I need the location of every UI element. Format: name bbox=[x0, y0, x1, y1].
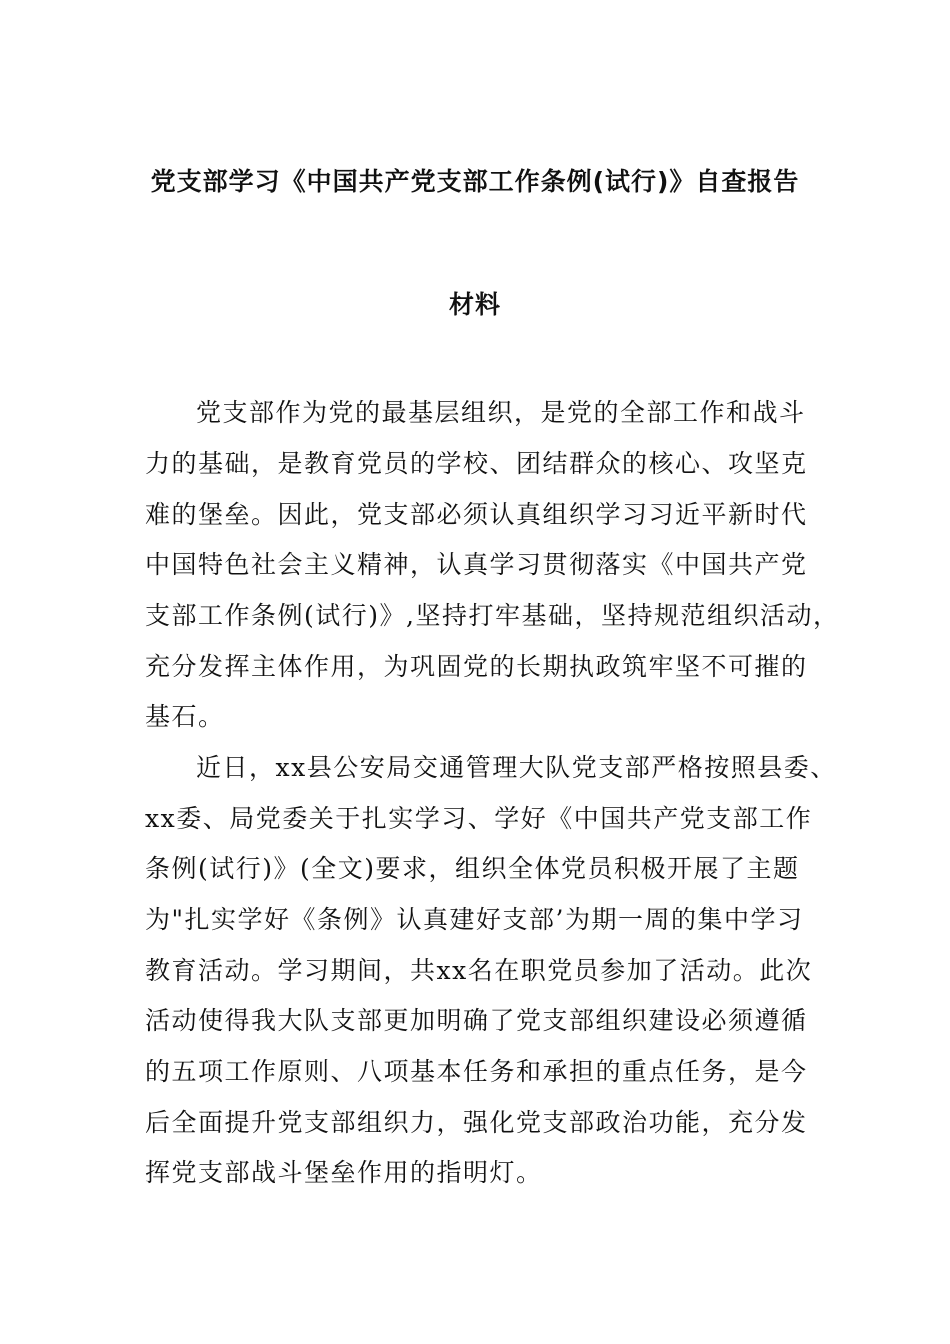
text-line: xx委、局党委关于扎实学习、学好《中国共产党支部工作 bbox=[145, 804, 813, 833]
text-line: 活动使得我大队支部更加明确了党支部组织建设必须遵循 bbox=[145, 1006, 808, 1035]
text-line: 后全面提升党支部组织力，强化党支部政治功能，充分发 bbox=[145, 1108, 808, 1137]
text-line: 的五项工作原则、八项基本任务和承担的重点任务，是今 bbox=[145, 1057, 808, 1086]
text-line: 教育活动。学习期间，共xx名在职党员参加了活动。此次 bbox=[145, 956, 813, 985]
text-line: 支部工作条例(试行)》,坚持打牢基础，坚持规范组织活动， bbox=[145, 601, 840, 630]
text-line: 挥党支部战斗堡垒作用的指明灯。 bbox=[145, 1158, 543, 1187]
text-line: 中国特色社会主义精神，认真学习贯彻落实《中国共产党 bbox=[145, 550, 808, 579]
text-line: 为"扎实学好《条例》认真建好支部’为期一周的集中学习 bbox=[145, 905, 804, 934]
document-title-continuation: 材料 bbox=[448, 290, 501, 319]
text-line: 难的堡垒。因此，党支部必须认真组织学习习近平新时代 bbox=[145, 500, 808, 529]
text-line: 党支部作为党的最基层组织，是党的全部工作和战斗 bbox=[196, 398, 806, 427]
text-line: 基石。 bbox=[145, 702, 225, 731]
text-line: 充分发挥主体作用，为巩固党的长期执政筑牢坚不可摧的 bbox=[145, 652, 808, 681]
text-line: 近日，xx县公安局交通管理大队党支部严格按照县委、 bbox=[196, 753, 837, 782]
document-title: 党支部学习《中国共产党支部工作条例(试行)》自查报告 bbox=[150, 167, 800, 196]
text-line: 条例(试行)》(全文)要求，组织全体党员积极开展了主题 bbox=[145, 854, 800, 883]
text-line: 力的基础，是教育党员的学校、团结群众的核心、攻坚克 bbox=[145, 449, 808, 478]
